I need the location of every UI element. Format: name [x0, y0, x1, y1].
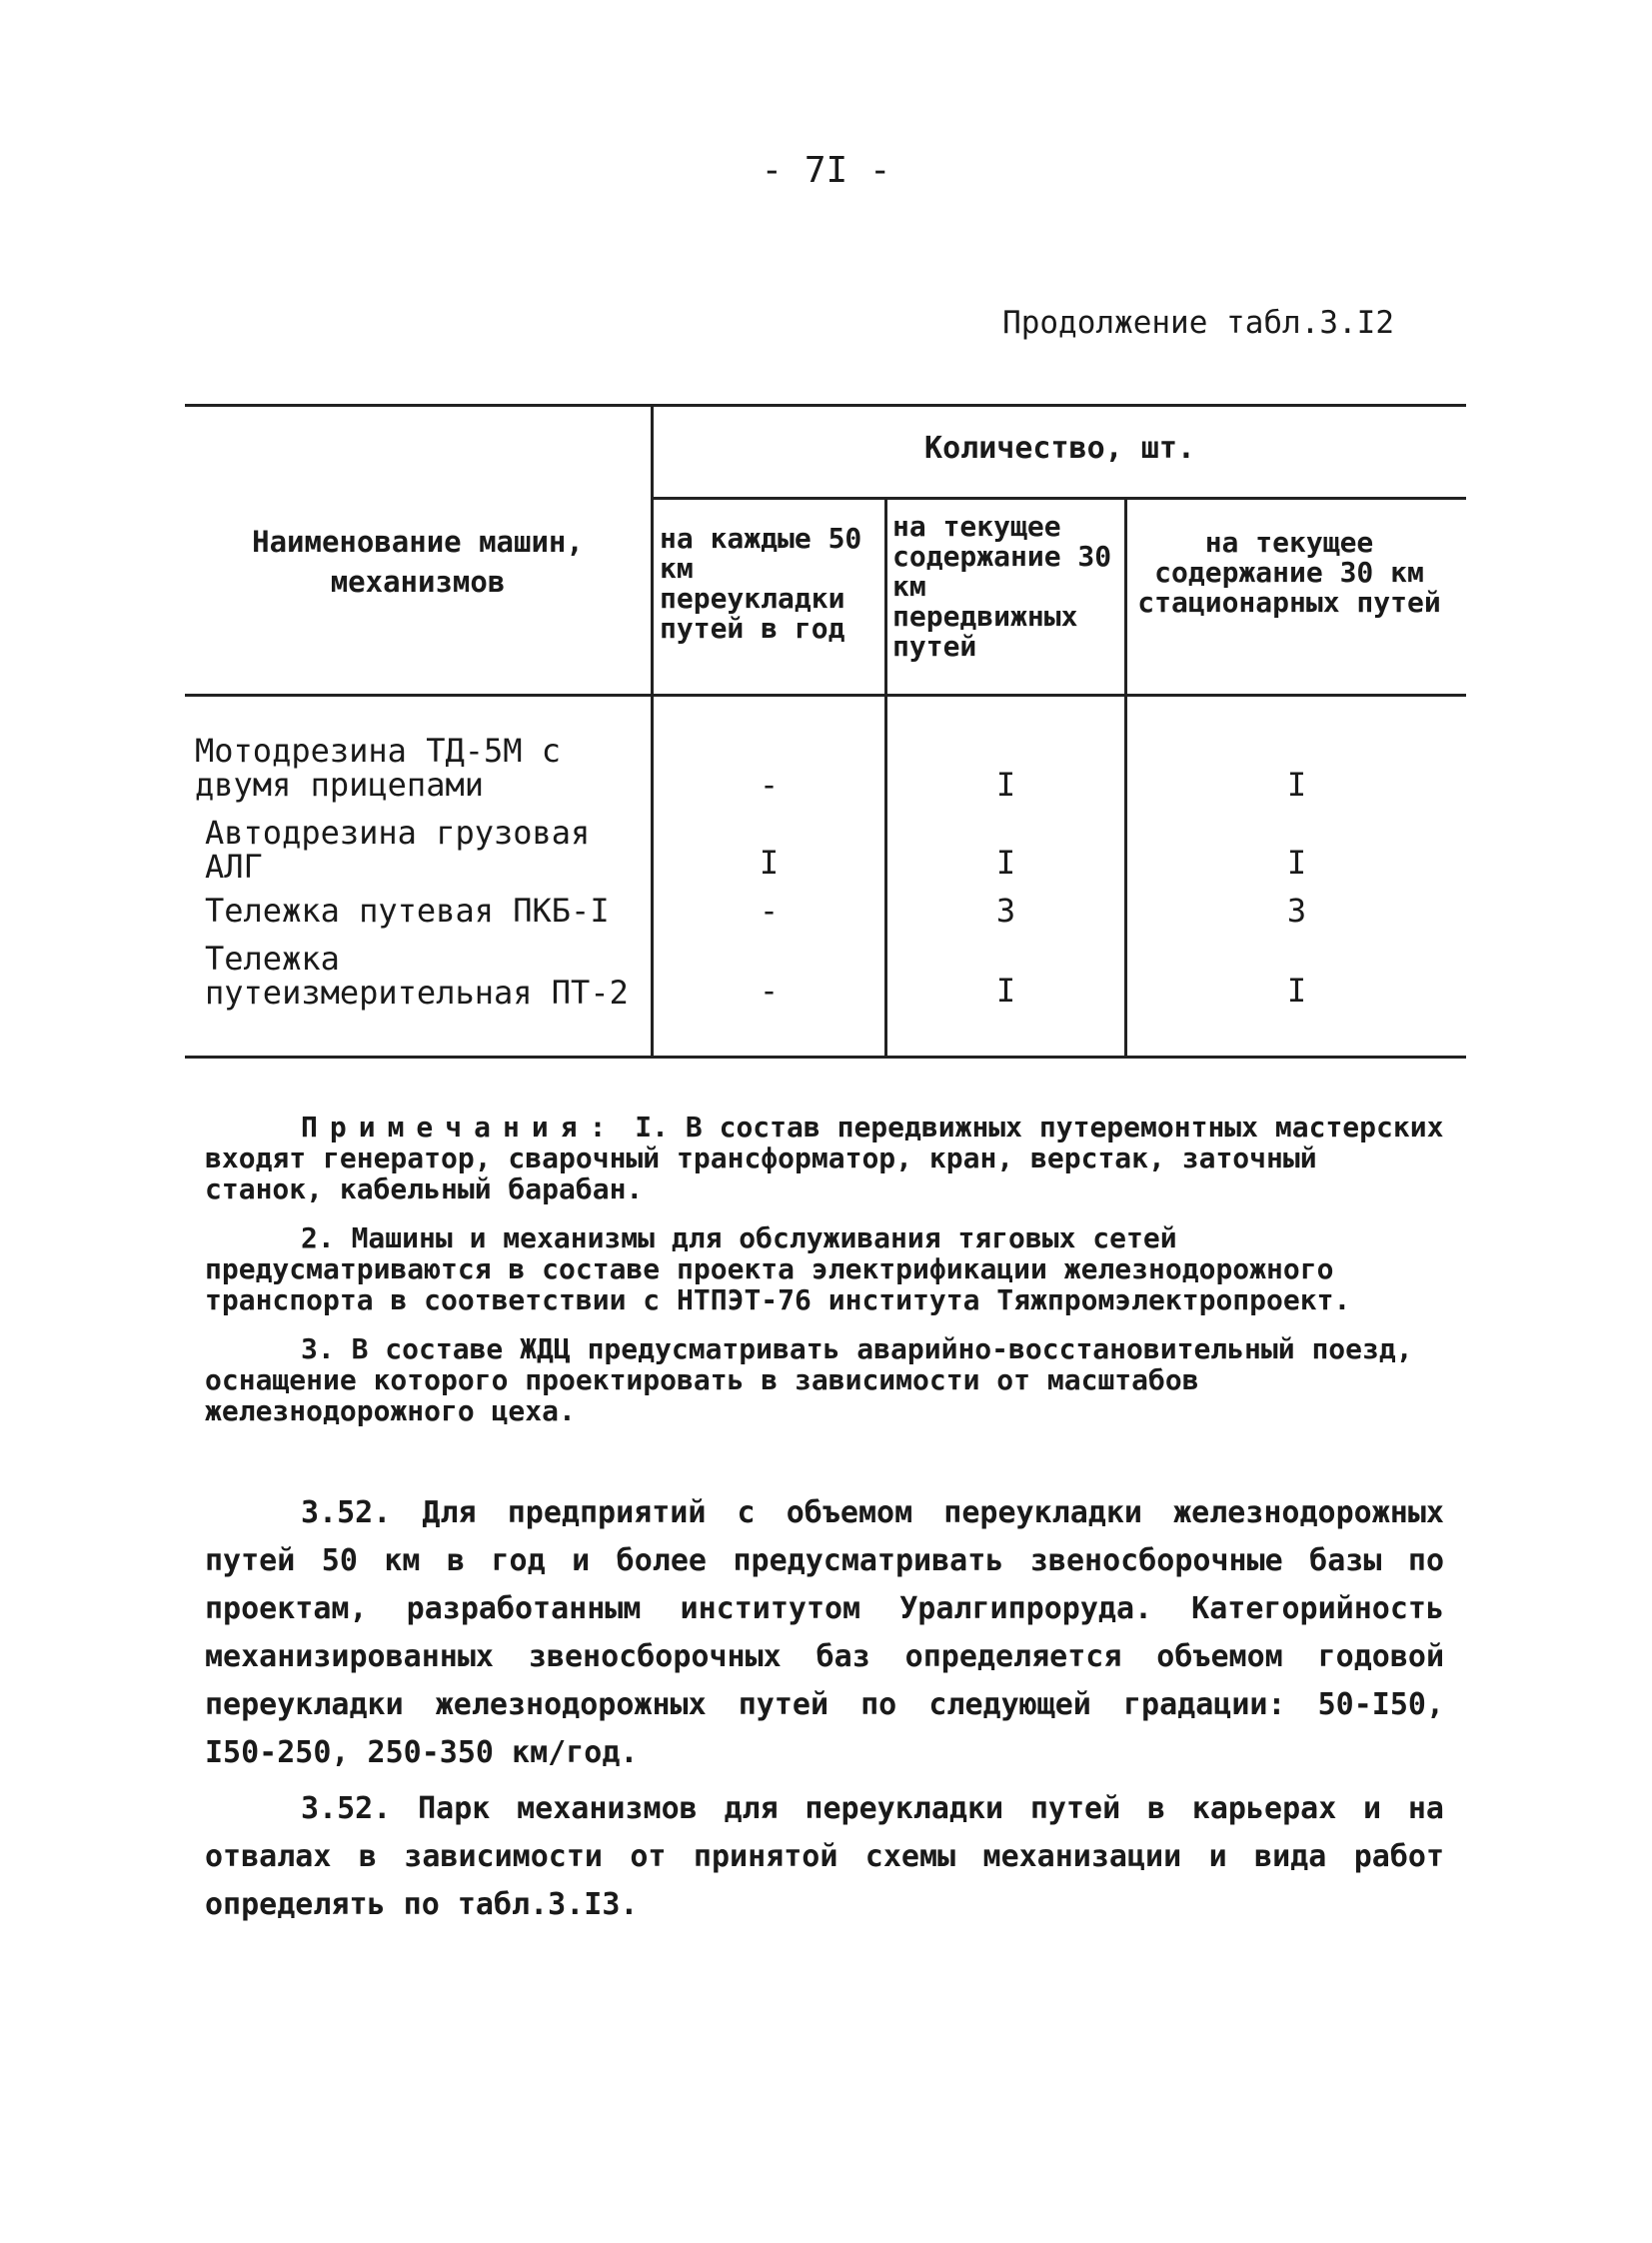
- row-name: Автодрезина грузовая АЛГ: [205, 814, 591, 886]
- table-bottom-rule: [185, 1056, 1466, 1059]
- row-value-stationary: I: [1286, 766, 1307, 804]
- col-divider-1: [651, 404, 654, 1059]
- row-value-relaying: -: [759, 766, 780, 804]
- header-subcol-relaying: на каждые 50 км переукладки путей в год: [660, 522, 862, 645]
- page-number: - 7I -: [761, 150, 891, 191]
- note-text: I. В состав передвижных путеремонтных мастерских входят генератор, сварочный трансформатор, кран, верстак, заточный станок, кабельный барабан.: [205, 1111, 1444, 1205]
- paragraph: 3.52. Для предприятий с объемом переукладки железнодорожных путей 50 км в год и более предусматривать звеносборочные базы по проектам, разработанным институтом Уралгипроруда. Категорийность механизированных звеносборочных баз определяется объемом годовой переукладки железнодорожных путей по следующей градации: 50-I50, I50-250, 250-350 км/год.: [205, 1495, 1444, 1770]
- row-value-mobile: 3: [995, 892, 1016, 930]
- group-header-rule: [653, 497, 1466, 500]
- row-name: Тележка путевая ПКБ-I: [205, 892, 610, 930]
- table-top-rule: [185, 404, 1466, 407]
- header-subcol-mobile: на текущее содержание 30 км передвижных путей: [892, 510, 1112, 663]
- row-name: Тележка путеизмерительная ПТ-2: [205, 940, 629, 1012]
- row-value-relaying: -: [759, 972, 780, 1010]
- header-subcol-stationary: на текущее содержание 30 км стационарных путей: [1137, 526, 1441, 619]
- row-value-mobile: I: [995, 972, 1016, 1010]
- row-value-stationary: I: [1286, 844, 1307, 882]
- paragraph: 3.52. Парк механизмов для переукладки путей в карьерах и на отвалах в зависимости от принятой схемы механизации и вида работ определять по табл.3.I3.: [205, 1791, 1444, 1922]
- row-value-relaying: I: [759, 844, 780, 882]
- header-name-col: Наименование машин, механизмов: [252, 525, 584, 599]
- row-value-stationary: I: [1286, 972, 1307, 1010]
- notes-label: Примечания:: [301, 1111, 619, 1143]
- row-value-mobile: I: [995, 844, 1016, 882]
- note-item: [205, 1112, 1444, 1204]
- row-value-stationary: 3: [1286, 892, 1307, 930]
- row-value-relaying: -: [759, 892, 780, 930]
- equipment-table: [185, 404, 1466, 1062]
- header-bottom-rule: [185, 694, 1466, 697]
- row-name: Мотодрезина ТД-5М с двумя прицепами: [195, 732, 562, 804]
- table-caption: Продолжение табл.3.I2: [1002, 305, 1394, 341]
- row-value-mobile: I: [995, 766, 1016, 804]
- table-notes: [205, 1112, 1444, 1444]
- header-quantity-group: Количество, шт.: [924, 431, 1195, 466]
- body-text: [205, 1489, 1444, 1937]
- note-item: 3. В составе ЖДЦ предусматривать аварийно-восстановительный поезд, оснащение которого проектировать в зависимости от масштабов железнодорожного цеха.: [205, 1332, 1413, 1427]
- note-item: 2. Машины и механизмы для обслуживания тяговых сетей предусматриваются в составе проекта электрификации железнодорожного транспорта в соответствии с НТПЭТ-76 института Тяжпромэлектропроект.: [205, 1221, 1351, 1316]
